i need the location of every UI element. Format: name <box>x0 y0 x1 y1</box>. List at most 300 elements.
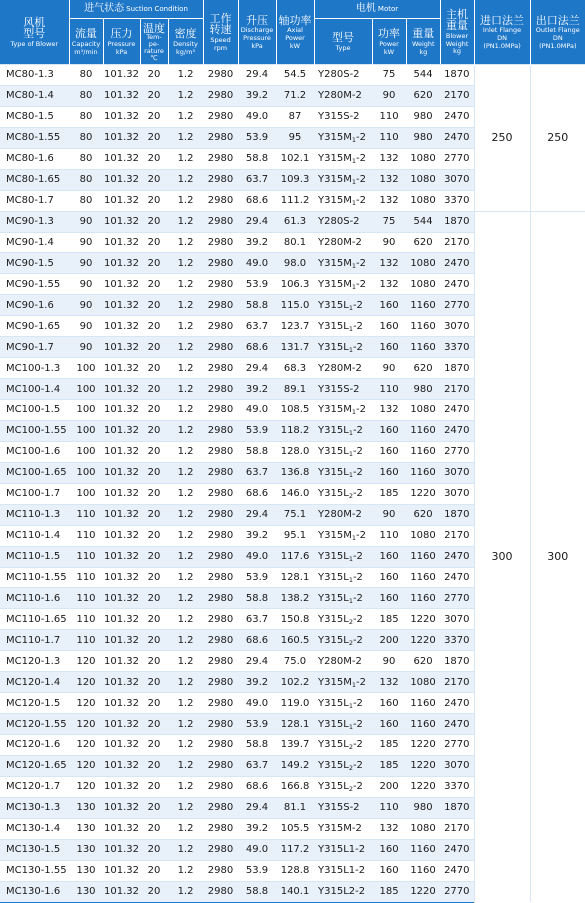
cell-pressure: 101.32 <box>103 358 140 379</box>
cell-speed: 2980 <box>203 85 238 106</box>
cell-speed: 2980 <box>203 525 238 546</box>
cell-power: 110 <box>372 127 406 148</box>
suction-condition-header: 进气状态 Suction Condition <box>69 0 203 19</box>
cell-motor-type <box>314 85 372 106</box>
cell-discharge: 49.0 <box>238 546 276 567</box>
cell-power: 90 <box>372 85 406 106</box>
cell-temp: 20 <box>140 839 168 860</box>
cell-type: MC110-1.3 <box>0 504 69 525</box>
cell-type: MC130-1.55 <box>0 860 69 881</box>
cell-mweight: 1160 <box>406 714 440 735</box>
cell-axial: 109.3 <box>276 169 314 190</box>
cell-motor-type <box>314 818 372 839</box>
cell-density: 1.2 <box>168 127 203 148</box>
cell-mweight: 1160 <box>406 420 440 441</box>
cell-temp: 20 <box>140 693 168 714</box>
cell-discharge: 68.6 <box>238 630 276 651</box>
motor-text: -2 <box>352 488 363 500</box>
cell-type: MC90-1.4 <box>0 232 69 253</box>
cell-capacity: 100 <box>69 420 103 441</box>
cell-speed: 2980 <box>203 379 238 400</box>
cell-density: 1.2 <box>168 379 203 400</box>
cell-temp: 20 <box>140 609 168 630</box>
motor-subscript: 1 <box>348 345 353 354</box>
cell-axial: 150.8 <box>276 609 314 630</box>
cell-power: 160 <box>372 860 406 881</box>
motor-text: Y315S-2 <box>318 383 360 395</box>
cell-discharge: 53.9 <box>238 274 276 295</box>
cell-motor-type <box>314 337 372 358</box>
cell-power: 185 <box>372 735 406 756</box>
motor-text: Y315L <box>318 760 349 772</box>
cell-bweight: 2470 <box>440 400 474 421</box>
cell-temp: 20 <box>140 358 168 379</box>
cell-temp: 20 <box>140 316 168 337</box>
cell-density: 1.2 <box>168 337 203 358</box>
cell-motor-type <box>314 65 372 86</box>
motor-text: Y315L <box>318 592 349 604</box>
cell-discharge: 29.4 <box>238 211 276 232</box>
cell-mweight: 544 <box>406 65 440 86</box>
cell-type: MC110-1.4 <box>0 525 69 546</box>
cell-axial: 87 <box>276 106 314 127</box>
cell-capacity: 90 <box>69 274 103 295</box>
cell-pressure: 101.32 <box>103 441 140 462</box>
cell-power: 185 <box>372 609 406 630</box>
cell-type: MC110-1.55 <box>0 567 69 588</box>
cell-bweight: 2470 <box>440 127 474 148</box>
cell-density: 1.2 <box>168 85 203 106</box>
cell-pressure: 101.32 <box>103 546 140 567</box>
table-row <box>0 65 585 86</box>
cell-capacity: 110 <box>69 609 103 630</box>
motor-text: -2 <box>356 257 366 269</box>
cell-type: MC120-1.6 <box>0 735 69 756</box>
cell-type: MC100-1.3 <box>0 358 69 379</box>
cell-type: MC120-1.7 <box>0 776 69 797</box>
cell-bweight: 1870 <box>440 651 474 672</box>
col-inlet-flange-header: 进口法兰 Inlet Flange DN (PN1.0MPa) <box>474 0 530 65</box>
cell-capacity: 130 <box>69 797 103 818</box>
cell-power: 160 <box>372 337 406 358</box>
cell-mweight: 1160 <box>406 839 440 860</box>
cell-pressure: 101.32 <box>103 232 140 253</box>
cell-axial: 139.7 <box>276 735 314 756</box>
col-capacity-header: 流量 Capacity m³/min <box>69 19 103 65</box>
motor-subscript: 1 <box>348 471 353 480</box>
cell-axial: 75.1 <box>276 504 314 525</box>
cell-speed: 2980 <box>203 755 238 776</box>
cell-bweight: 2170 <box>440 525 474 546</box>
cell-bweight: 3070 <box>440 316 474 337</box>
motor-text: Y280M-2 <box>318 655 362 667</box>
cell-temp: 20 <box>140 714 168 735</box>
motor-text: -2 <box>352 571 363 583</box>
cell-discharge: 68.6 <box>238 776 276 797</box>
cell-mweight: 1220 <box>406 630 440 651</box>
cell-density: 1.2 <box>168 148 203 169</box>
cell-temp: 20 <box>140 881 168 902</box>
cell-pressure: 101.32 <box>103 881 140 902</box>
cell-axial: 140.1 <box>276 881 314 902</box>
cell-speed: 2980 <box>203 295 238 316</box>
cell-motor-type <box>314 274 372 295</box>
cell-bweight: 2470 <box>440 274 474 295</box>
col-outlet-flange-header: 出口法兰 Outlet Flange DN (PN1.0MPa) <box>530 0 585 65</box>
motor-subscript: 1 <box>348 555 353 564</box>
cell-power: 90 <box>372 358 406 379</box>
motor-text: Y315L <box>318 551 349 563</box>
cell-capacity: 100 <box>69 483 103 504</box>
cell-axial: 119.0 <box>276 693 314 714</box>
cell-mweight: 1080 <box>406 253 440 274</box>
cell-power: 160 <box>372 567 406 588</box>
cell-axial: 81.1 <box>276 797 314 818</box>
motor-text: -2 <box>352 446 363 458</box>
cell-discharge: 63.7 <box>238 609 276 630</box>
cell-temp: 20 <box>140 253 168 274</box>
motor-subscript: 2 <box>348 492 353 501</box>
cell-density: 1.2 <box>168 441 203 462</box>
cell-speed: 2980 <box>203 274 238 295</box>
cell-axial: 54.5 <box>276 65 314 86</box>
cell-type: MC100-1.5 <box>0 400 69 421</box>
cell-temp: 20 <box>140 755 168 776</box>
cell-discharge: 58.8 <box>238 881 276 902</box>
cell-discharge: 53.9 <box>238 127 276 148</box>
cell-mweight: 1220 <box>406 776 440 797</box>
cell-speed: 2980 <box>203 190 238 211</box>
cell-axial: 106.3 <box>276 274 314 295</box>
cell-type: MC90-1.7 <box>0 337 69 358</box>
cell-type: MC80-1.55 <box>0 127 69 148</box>
motor-text: Y315M <box>318 195 352 207</box>
motor-subscript: 1 <box>351 157 356 166</box>
motor-text: Y315L <box>318 467 349 479</box>
cell-speed: 2980 <box>203 672 238 693</box>
cell-capacity: 110 <box>69 630 103 651</box>
cell-speed: 2980 <box>203 588 238 609</box>
cell-mweight: 544 <box>406 211 440 232</box>
cell-bweight: 2170 <box>440 379 474 400</box>
cell-discharge: 58.8 <box>238 148 276 169</box>
cell-axial: 98.0 <box>276 253 314 274</box>
motor-subscript: 1 <box>348 429 353 438</box>
cell-mweight: 1080 <box>406 525 440 546</box>
cell-pressure: 101.32 <box>103 672 140 693</box>
cell-mweight: 620 <box>406 651 440 672</box>
cell-bweight: 2170 <box>440 85 474 106</box>
cell-mweight: 1160 <box>406 316 440 337</box>
cell-power: 200 <box>372 630 406 651</box>
cell-type: MC120-1.4 <box>0 672 69 693</box>
cell-power: 90 <box>372 504 406 525</box>
cell-density: 1.2 <box>168 797 203 818</box>
cell-capacity: 90 <box>69 316 103 337</box>
cell-density: 1.2 <box>168 776 203 797</box>
cell-capacity: 110 <box>69 525 103 546</box>
cell-power: 110 <box>372 797 406 818</box>
cell-density: 1.2 <box>168 253 203 274</box>
cell-capacity: 80 <box>69 190 103 211</box>
cell-discharge: 29.4 <box>238 797 276 818</box>
cell-discharge: 49.0 <box>238 106 276 127</box>
motor-text: Y280S-2 <box>318 216 360 228</box>
cell-outlet-flange: 300 <box>530 211 585 902</box>
cell-type: MC100-1.6 <box>0 441 69 462</box>
cell-speed: 2980 <box>203 169 238 190</box>
cell-bweight: 2470 <box>440 839 474 860</box>
cell-pressure: 101.32 <box>103 316 140 337</box>
cell-density: 1.2 <box>168 106 203 127</box>
cell-bweight: 2170 <box>440 232 474 253</box>
cell-capacity: 120 <box>69 672 103 693</box>
cell-motor-type <box>314 630 372 651</box>
cell-density: 1.2 <box>168 881 203 902</box>
cell-motor-type <box>314 379 372 400</box>
cell-temp: 20 <box>140 776 168 797</box>
cell-capacity: 90 <box>69 253 103 274</box>
cell-pressure: 101.32 <box>103 839 140 860</box>
cell-temp: 20 <box>140 420 168 441</box>
cell-density: 1.2 <box>168 420 203 441</box>
cell-motor-type <box>314 525 372 546</box>
cell-speed: 2980 <box>203 253 238 274</box>
cell-temp: 20 <box>140 504 168 525</box>
cell-bweight: 3070 <box>440 462 474 483</box>
cell-temp: 20 <box>140 337 168 358</box>
motor-text: -2 <box>356 676 366 688</box>
cell-mweight: 1160 <box>406 860 440 881</box>
table-body <box>0 65 585 903</box>
motor-text: Y315L <box>318 571 349 583</box>
cell-density: 1.2 <box>168 504 203 525</box>
cell-pressure: 101.32 <box>103 818 140 839</box>
motor-subscript: 2 <box>348 638 353 647</box>
cell-axial: 75.0 <box>276 651 314 672</box>
cell-pressure: 101.32 <box>103 127 140 148</box>
cell-capacity: 120 <box>69 651 103 672</box>
cell-power: 185 <box>372 755 406 776</box>
cell-mweight: 1160 <box>406 295 440 316</box>
cell-axial: 138.2 <box>276 588 314 609</box>
cell-capacity: 80 <box>69 127 103 148</box>
cell-pressure: 101.32 <box>103 274 140 295</box>
cell-discharge: 29.4 <box>238 504 276 525</box>
cell-type: MC80-1.7 <box>0 190 69 211</box>
col-motor-type-header: 型号 Type <box>314 19 372 65</box>
cell-motor-type <box>314 567 372 588</box>
cell-temp: 20 <box>140 483 168 504</box>
cell-axial: 123.7 <box>276 316 314 337</box>
cell-axial: 115.0 <box>276 295 314 316</box>
cell-speed: 2980 <box>203 316 238 337</box>
motor-text: -2 <box>356 404 366 416</box>
cell-power: 200 <box>372 776 406 797</box>
cell-density: 1.2 <box>168 567 203 588</box>
cell-speed: 2980 <box>203 776 238 797</box>
cell-capacity: 90 <box>69 337 103 358</box>
cell-type: MC130-1.6 <box>0 881 69 902</box>
cell-temp: 20 <box>140 525 168 546</box>
motor-text: Y315M <box>318 174 352 186</box>
cell-power: 160 <box>372 839 406 860</box>
cell-pressure: 101.32 <box>103 65 140 86</box>
cell-type: MC130-1.3 <box>0 797 69 818</box>
motor-subscript: 1 <box>348 575 353 584</box>
cell-discharge: 39.2 <box>238 525 276 546</box>
motor-subscript: 1 <box>348 722 353 731</box>
cell-capacity: 120 <box>69 735 103 756</box>
cell-density: 1.2 <box>168 860 203 881</box>
cell-mweight: 1160 <box>406 693 440 714</box>
motor-subscript: 1 <box>351 136 356 145</box>
cell-temp: 20 <box>140 588 168 609</box>
cell-pressure: 101.32 <box>103 190 140 211</box>
cell-motor-type <box>314 755 372 776</box>
motor-text: -2 <box>352 592 363 604</box>
cell-capacity: 110 <box>69 567 103 588</box>
cell-motor-type <box>314 106 372 127</box>
cell-discharge: 29.4 <box>238 358 276 379</box>
cell-speed: 2980 <box>203 106 238 127</box>
motor-subscript: 1 <box>348 450 353 459</box>
cell-pressure: 101.32 <box>103 379 140 400</box>
cell-power: 110 <box>372 379 406 400</box>
cell-capacity: 100 <box>69 358 103 379</box>
table-row <box>0 211 585 232</box>
cell-power: 160 <box>372 420 406 441</box>
cell-temp: 20 <box>140 567 168 588</box>
cell-temp: 20 <box>140 211 168 232</box>
motor-text: -2 <box>352 467 363 479</box>
cell-speed: 2980 <box>203 127 238 148</box>
cell-power: 110 <box>372 106 406 127</box>
cell-temp: 20 <box>140 295 168 316</box>
col-axial-header: 轴功率 Axial Power kW <box>276 0 314 65</box>
cell-mweight: 620 <box>406 358 440 379</box>
cell-type: MC110-1.5 <box>0 546 69 567</box>
cell-motor-type <box>314 190 372 211</box>
motor-text: -2 <box>352 760 363 772</box>
cell-discharge: 58.8 <box>238 441 276 462</box>
cell-discharge: 53.9 <box>238 860 276 881</box>
motor-text: Y315L <box>318 697 349 709</box>
cell-temp: 20 <box>140 190 168 211</box>
cell-pressure: 101.32 <box>103 735 140 756</box>
cell-bweight: 2770 <box>440 148 474 169</box>
cell-temp: 20 <box>140 127 168 148</box>
cell-speed: 2980 <box>203 65 238 86</box>
motor-text: -2 <box>352 634 363 646</box>
cell-motor-type <box>314 651 372 672</box>
cell-pressure: 101.32 <box>103 776 140 797</box>
cell-temp: 20 <box>140 546 168 567</box>
cell-speed: 2980 <box>203 714 238 735</box>
cell-capacity: 90 <box>69 232 103 253</box>
cell-discharge: 39.2 <box>238 85 276 106</box>
cell-temp: 20 <box>140 630 168 651</box>
cell-motor-type <box>314 232 372 253</box>
cell-pressure: 101.32 <box>103 169 140 190</box>
cell-axial: 128.8 <box>276 860 314 881</box>
cell-discharge: 63.7 <box>238 755 276 776</box>
cell-power: 132 <box>372 169 406 190</box>
cell-mweight: 1160 <box>406 441 440 462</box>
cell-type: MC130-1.4 <box>0 818 69 839</box>
cell-bweight: 2170 <box>440 672 474 693</box>
motor-text: Y315L <box>318 341 349 353</box>
cell-power: 132 <box>372 253 406 274</box>
motor-subscript: 2 <box>348 617 353 626</box>
motor-text: -2 <box>356 132 366 144</box>
cell-motor-type <box>314 609 372 630</box>
cell-density: 1.2 <box>168 651 203 672</box>
cell-density: 1.2 <box>168 169 203 190</box>
cell-pressure: 101.32 <box>103 400 140 421</box>
cell-type: MC130-1.5 <box>0 839 69 860</box>
cell-type: MC90-1.5 <box>0 253 69 274</box>
cell-type: MC110-1.65 <box>0 609 69 630</box>
cell-temp: 20 <box>140 65 168 86</box>
motor-text: Y280M-2 <box>318 362 362 374</box>
cell-bweight: 2470 <box>440 546 474 567</box>
cell-discharge: 39.2 <box>238 818 276 839</box>
cell-power: 75 <box>372 211 406 232</box>
cell-capacity: 80 <box>69 169 103 190</box>
cell-type: MC80-1.6 <box>0 148 69 169</box>
cell-speed: 2980 <box>203 400 238 421</box>
cell-capacity: 80 <box>69 106 103 127</box>
cell-motor-type <box>314 483 372 504</box>
cell-discharge: 39.2 <box>238 379 276 400</box>
motor-text: Y315L1-2 <box>318 865 366 877</box>
cell-power: 160 <box>372 316 406 337</box>
cell-discharge: 63.7 <box>238 462 276 483</box>
cell-temp: 20 <box>140 85 168 106</box>
cell-axial: 95 <box>276 127 314 148</box>
motor-text: Y315M <box>318 278 352 290</box>
cell-motor-type <box>314 546 372 567</box>
cell-pressure: 101.32 <box>103 860 140 881</box>
cell-mweight: 1220 <box>406 755 440 776</box>
cell-speed: 2980 <box>203 441 238 462</box>
cell-axial: 117.2 <box>276 839 314 860</box>
cell-discharge: 49.0 <box>238 400 276 421</box>
col-speed-header: 工作 转速 Speed rpm <box>203 0 238 65</box>
cell-power: 132 <box>372 818 406 839</box>
cell-discharge: 68.6 <box>238 483 276 504</box>
cell-speed: 2980 <box>203 651 238 672</box>
cell-power: 132 <box>372 400 406 421</box>
motor-text: -2 <box>356 174 366 186</box>
cell-type: MC80-1.4 <box>0 85 69 106</box>
cell-mweight: 1080 <box>406 169 440 190</box>
cell-motor-type <box>314 797 372 818</box>
cell-temp: 20 <box>140 860 168 881</box>
cell-mweight: 1160 <box>406 588 440 609</box>
cell-pressure: 101.32 <box>103 504 140 525</box>
cell-bweight: 3070 <box>440 169 474 190</box>
cell-pressure: 101.32 <box>103 295 140 316</box>
cell-density: 1.2 <box>168 358 203 379</box>
motor-text: Y315L <box>318 299 349 311</box>
cell-mweight: 620 <box>406 504 440 525</box>
cell-pressure: 101.32 <box>103 106 140 127</box>
motor-text: Y315L <box>318 739 349 751</box>
motor-subscript: 1 <box>351 261 356 270</box>
cell-capacity: 130 <box>69 881 103 902</box>
